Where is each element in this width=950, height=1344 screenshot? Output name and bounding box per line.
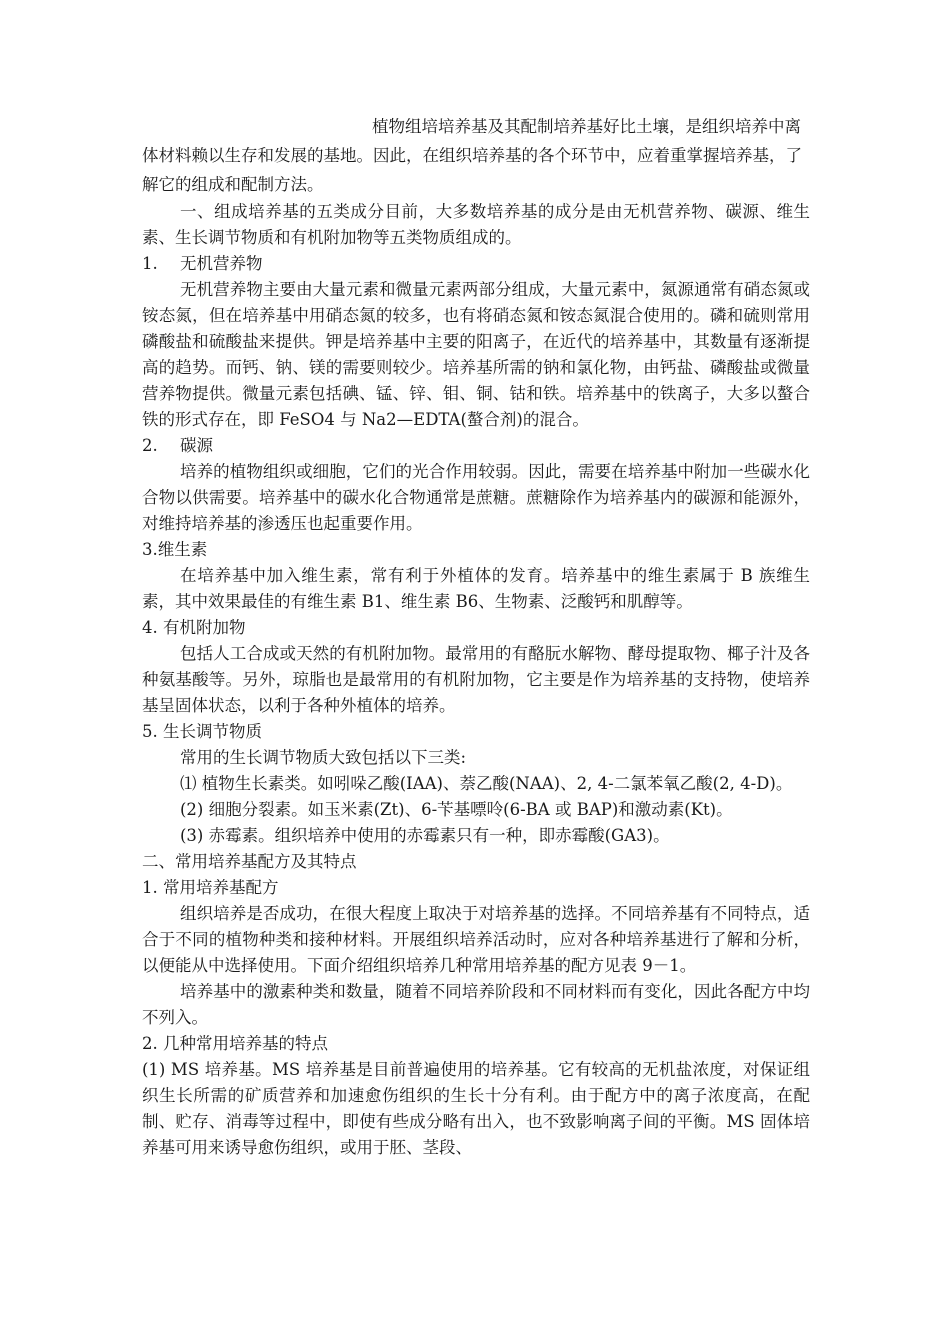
heading-title: 无机营养物 (180, 254, 263, 273)
paragraph-carbon-source: 培养的植物组织或细胞，它们的光合作用较弱。因此，需要在培养基中附加一些碳水化合物以供需要。培养基中的碳水化合物通常是蔗糖。蔗糖除作为培养基内的碳源和能源外，对维持培养基的渗透压也起重要作用。 (142, 462, 810, 533)
heading-medium-features: 2. 几种常用培养基的特点 (142, 1034, 328, 1053)
paragraph-vitamins: 在培养基中加入维生素，常有利于外植体的发育。培养基中的维生素属于 B 族维生素，其中效果最佳的有维生素 B1、维生素 B6、生物素、泛酸钙和肌醇等。 (142, 566, 810, 611)
paragraph-organic-additives: 包括人工合成或天然的有机附加物。最常用的有酪朊水解物、酵母提取物、椰子汁及各种氨基酸等。另外，琼脂也是最常用的有机附加物，它主要是作为培养基的支持物，使培养基呈固体状态，以利于各种外植体的培养。 (142, 644, 810, 715)
heading-number: 1. (142, 254, 158, 273)
list-item-cytokinins: (2) 细胞分裂素。如玉米素(Zt)、6-苄基嘌呤(6-BA 或 BAP)和激动素(Kt)。 (180, 800, 733, 819)
intro-paragraph: 植物组培培养基及其配制培养基好比土壤，是组织培养中离体材料赖以生存和发展的基地。因此，在组织培养基的各个环节中，应着重掌握培养基，了解它的组成和配制方法。 (142, 117, 802, 194)
paragraph-ms-medium: (1) MS 培养基。MS 培养基是目前普遍使用的培养基。它有较高的无机盐浓度，对保证组织生长所需的矿质营养和加速愈伤组织的生长十分有利。由于配方中的离子浓度高，在配制、贮存、消毒等过程中，即使有些成分略有出入，也不致影响离子间的平衡。MS 固体培养基可用来诱导愈伤组织，或用于胚、茎段、 (142, 1060, 810, 1157)
list-item-gibberellins: (3) 赤霉素。组织培养中使用的赤霉素只有一种，即赤霉酸(GA3)。 (180, 826, 670, 845)
heading-common-formulas: 1. 常用培养基配方 (142, 878, 279, 897)
paragraph-common-formulas: 组织培养是否成功，在很大程度上取决于对培养基的选择。不同培养基有不同特点，适合于不同的植物种类和接种材料。开展组织培养活动时，应对各种培养基进行了解和分析，以便能从中选择使用。下面介绍组织培养几种常用培养基的配方见表 9－1。 (142, 904, 810, 975)
paragraph-growth-regulators: 常用的生长调节物质大致包括以下三类: (180, 748, 467, 767)
heading-carbon-source (142, 433, 810, 459)
section-2-heading: 二、常用培养基配方及其特点 (142, 852, 357, 871)
heading-organic-additives: 4. 有机附加物 (142, 618, 246, 637)
heading-number: 2. (142, 436, 158, 455)
heading-title: 碳源 (180, 436, 213, 455)
document-page (142, 112, 810, 1161)
section-1-heading-paragraph: 一、组成培养基的五类成分目前，大多数培养基的成分是由无机营养物、碳源、维生素、生长调节物质和有机附加物等五类物质组成的。 (142, 202, 810, 247)
paragraph-hormones-note: 培养基中的激素种类和数量，随着不同培养阶段和不同材料而有变化，因此各配方中均不列入。 (142, 982, 810, 1027)
heading-vitamins: 3.维生素 (142, 540, 208, 559)
paragraph-inorganic-nutrients: 无机营养物主要由大量元素和微量元素两部分组成，大量元素中，氮源通常有硝态氮或铵态氮，但在培养基中用硝态氮的较多，也有将硝态氮和铵态氮混合使用的。磷和硫则常用磷酸盐和硫酸盐来提供。钾是培养基中主要的阳离子，在近代的培养基中，其数量有逐渐提高的趋势。而钙、钠、镁的需要则较少。培养基所需的钠和氯化物，由钙盐、磷酸盐或微量营养物提供。微量元素包括碘、锰、锌、钼、铜、钴和铁。培养基中的铁离子，大多以螯合铁的形式存在，即 FeSO4 与 Na2—EDTA(螯合剂)的混合。 (142, 280, 810, 429)
heading-growth-regulators: 5. 生长调节物质 (142, 722, 262, 741)
heading-inorganic-nutrients (142, 251, 810, 277)
list-item-auxins: ⑴ 植物生长素类。如吲哚乙酸(IAA)、萘乙酸(NAA)、2, 4-二氯苯氧乙酸(2, 4-D)。 (180, 774, 793, 793)
